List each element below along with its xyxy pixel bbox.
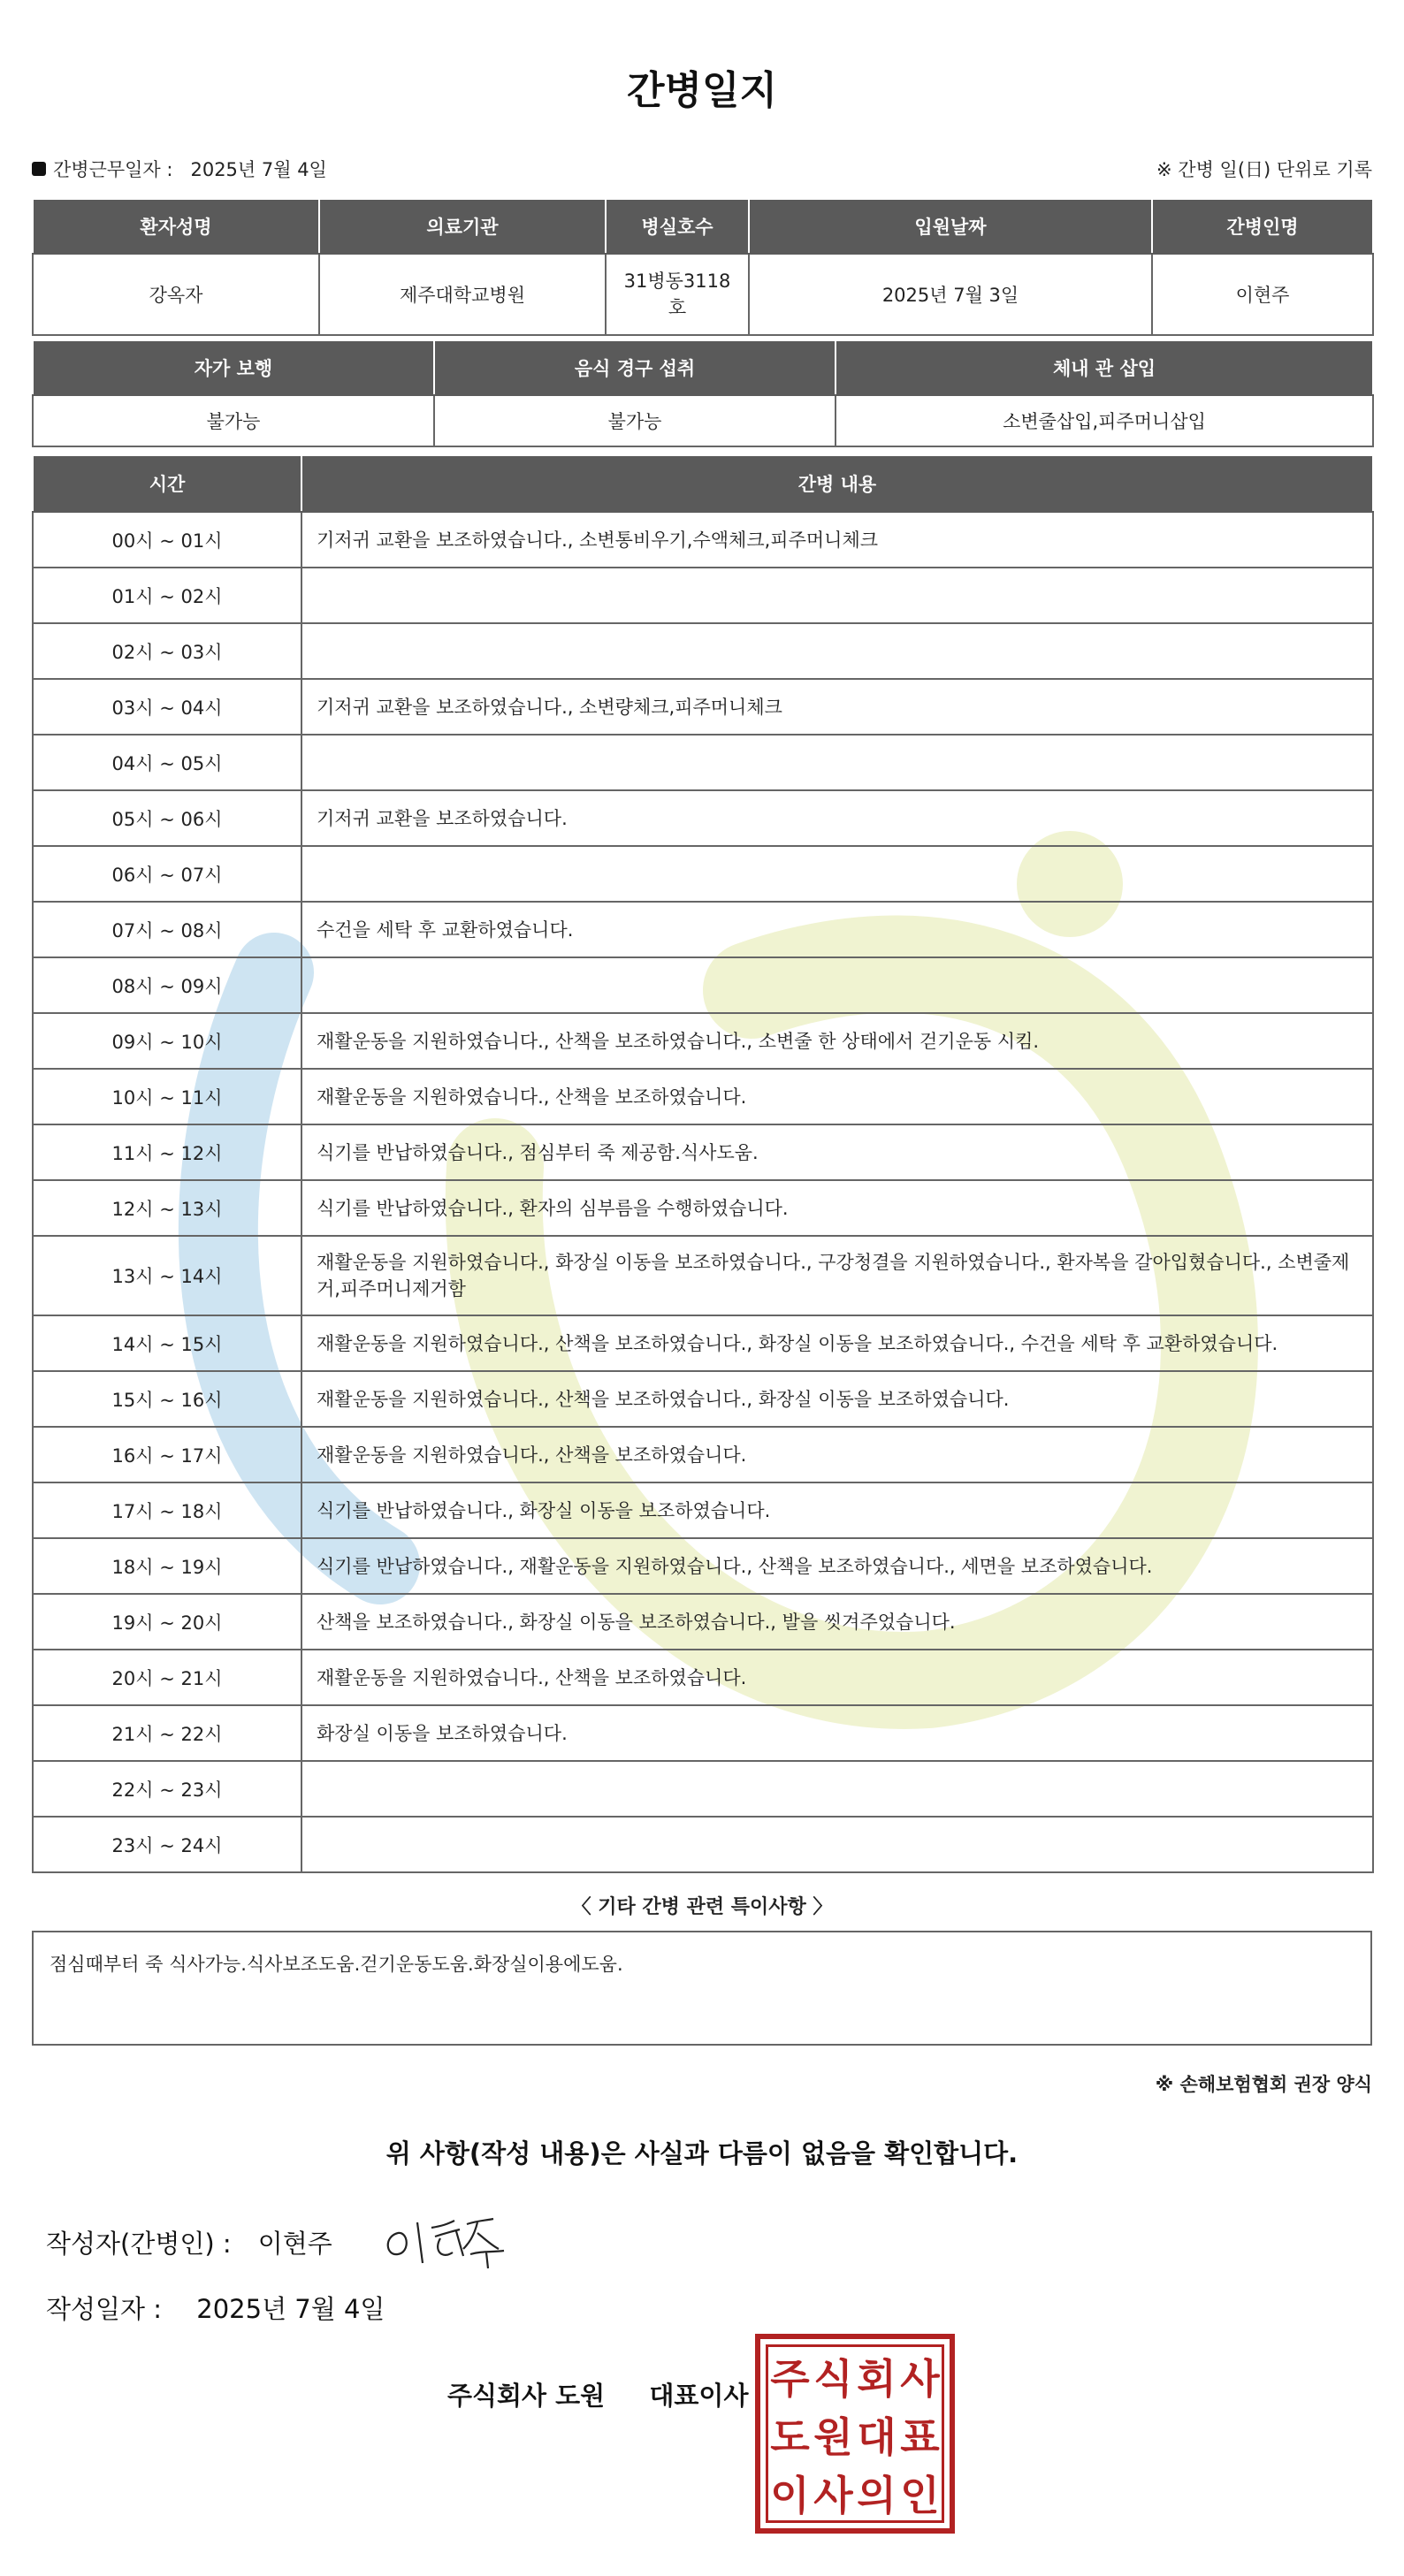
table-row (33, 679, 1373, 735)
care-content: 산책을 보조하였습니다., 화장실 이동을 보조하였습니다., 발을 씻겨주었습니다. (301, 1594, 1373, 1650)
time-slot: 13시 ~ 14시 (33, 1236, 301, 1315)
table-row (33, 1427, 1373, 1482)
table-row (33, 1013, 1373, 1069)
status-value-row (33, 395, 1373, 446)
seal-character: 주 (770, 2355, 810, 2403)
seal-character: 도 (770, 2413, 810, 2461)
table-row (33, 1482, 1373, 1538)
time-slot: 01시 ~ 02시 (33, 568, 301, 623)
seal-character: 원 (813, 2413, 853, 2461)
care-content: 식기를 반납하였습니다., 점심부터 죽 제공함.식사도움. (301, 1124, 1373, 1180)
time-slot: 19시 ~ 20시 (33, 1594, 301, 1650)
care-content (301, 568, 1373, 623)
writer-name: 이현주 (257, 2229, 332, 2259)
table-row (33, 1069, 1373, 1124)
care-content: 식기를 반납하였습니다., 화장실 이동을 보조하였습니다. (301, 1482, 1373, 1538)
signature-image (378, 2201, 520, 2272)
care-content: 재활운동을 지원하였습니다., 산책을 보조하였습니다., 소변줄 한 상태에서 걷기운동 시킴. (301, 1013, 1373, 1069)
table-row (33, 1315, 1373, 1371)
written-date-label: 작성일자 : (46, 2294, 163, 2324)
written-date-value: 2025년 7월 4일 (196, 2294, 385, 2324)
header-oral-intake: 음식 경구 섭취 (434, 340, 836, 395)
care-content: 식기를 반납하였습니다., 재활운동을 지원하였습니다., 산책을 보조하였습니다., 세면을 보조하였습니다. (301, 1538, 1373, 1594)
care-content: 식기를 반납하였습니다., 환자의 심부름을 수행하였습니다. (301, 1180, 1373, 1236)
care-content: 화장실 이동을 보조하였습니다. (301, 1705, 1373, 1761)
work-date-label: 간병근무일자 : (53, 159, 173, 180)
header-hospital: 의료기관 (319, 199, 606, 254)
header-tube-insertion: 체내 관 삽입 (836, 340, 1373, 395)
recommend-note: ※ 손해보험협회 권장 양식 (1155, 2074, 1372, 2095)
time-slot: 18시 ~ 19시 (33, 1538, 301, 1594)
care-content: 재활운동을 지원하였습니다., 화장실 이동을 보조하였습니다., 구강청결을 지원하였습니다., 환자복을 갈아입혔습니다., 소변줄제거,피주머니제거함 (301, 1236, 1373, 1315)
time-slot: 00시 ~ 01시 (33, 512, 301, 568)
table-row (33, 1817, 1373, 1872)
time-slot: 04시 ~ 05시 (33, 735, 301, 790)
header-patient-name: 환자성명 (33, 199, 319, 254)
patient-status-table (32, 339, 1374, 447)
table-row (33, 735, 1373, 790)
header-self-walking: 자가 보행 (33, 340, 434, 395)
oral-intake: 불가능 (434, 395, 836, 446)
confirmation-statement: 위 사항(작성 내용)은 사실과 다름이 없음을 확인합니다. (385, 2138, 1019, 2168)
record-note: ※ 간병 일(日) 단위로 기록 (1156, 159, 1372, 180)
time-slot: 21시 ~ 22시 (33, 1705, 301, 1761)
table-row (33, 1236, 1373, 1315)
self-walking: 불가능 (33, 395, 434, 446)
work-date (32, 156, 327, 182)
special-notes-title: 〈 기타 간병 관련 특이사항 〉 (571, 1896, 833, 1918)
header-time: 시간 (33, 455, 301, 512)
time-slot: 22시 ~ 23시 (33, 1761, 301, 1817)
time-slot: 02시 ~ 03시 (33, 623, 301, 679)
time-slot: 11시 ~ 12시 (33, 1124, 301, 1180)
time-slot: 07시 ~ 08시 (33, 902, 301, 957)
writer-line (46, 2224, 332, 2260)
table-row (33, 1124, 1373, 1180)
time-slot: 06시 ~ 07시 (33, 846, 301, 902)
care-content: 재활운동을 지원하였습니다., 산책을 보조하였습니다. (301, 1069, 1373, 1124)
seal-character: 의 (857, 2472, 897, 2519)
caregiver-name: 이현주 (1152, 254, 1373, 335)
seal-character: 식 (813, 2355, 853, 2403)
table-row (33, 1594, 1373, 1650)
work-date-value: 2025년 7월 4일 (190, 159, 327, 180)
table-row (33, 1538, 1373, 1594)
special-notes-box: 점심때부터 죽 식사가능.식사보조도움.걷기운동도움.화장실이용에도움. (32, 1931, 1372, 2046)
care-content: 기저귀 교환을 보조하였습니다., 소변통비우기,수액체크,피주머니체크 (301, 512, 1373, 568)
hospital: 제주대학교병원 (319, 254, 606, 335)
care-content (301, 735, 1373, 790)
care-content: 재활운동을 지원하였습니다., 산책을 보조하였습니다. (301, 1427, 1373, 1482)
time-slot: 08시 ~ 09시 (33, 957, 301, 1013)
care-log-body (33, 512, 1373, 1872)
care-content: 재활운동을 지원하였습니다., 산책을 보조하였습니다., 화장실 이동을 보조하였습니다., 수건을 세탁 후 교환하였습니다. (301, 1315, 1373, 1371)
seal-character: 인 (900, 2472, 940, 2519)
care-log-header-row (33, 455, 1373, 512)
tube-insertion: 소변줄삽입,피주머니삽입 (836, 395, 1373, 446)
top-info (32, 156, 1372, 182)
time-slot: 14시 ~ 15시 (33, 1315, 301, 1371)
seal-character: 사 (900, 2355, 940, 2403)
header-caregiver-name: 간병인명 (1152, 199, 1373, 254)
table-row (33, 957, 1373, 1013)
writer-label: 작성자(간병인) : (46, 2229, 232, 2259)
care-content (301, 1817, 1373, 1872)
seal-character: 대 (857, 2413, 897, 2461)
care-content: 수건을 세탁 후 교환하였습니다. (301, 902, 1373, 957)
care-content: 재활운동을 지원하였습니다., 산책을 보조하였습니다. (301, 1650, 1373, 1705)
time-slot: 12시 ~ 13시 (33, 1180, 301, 1236)
table-row (33, 1705, 1373, 1761)
time-slot: 10시 ~ 11시 (33, 1069, 301, 1124)
table-row (33, 790, 1373, 846)
time-slot: 05시 ~ 06시 (33, 790, 301, 846)
time-slot: 17시 ~ 18시 (33, 1482, 301, 1538)
table-row (33, 1650, 1373, 1705)
seal-character: 표 (900, 2413, 940, 2461)
time-slot: 09시 ~ 10시 (33, 1013, 301, 1069)
seal-character: 회 (857, 2355, 897, 2403)
table-row (33, 1761, 1373, 1817)
table-row (33, 846, 1373, 902)
time-slot: 20시 ~ 21시 (33, 1650, 301, 1705)
patient-name: 강옥자 (33, 254, 319, 335)
seal-characters (766, 2344, 944, 2523)
header-care-content: 간병 내용 (301, 455, 1373, 512)
table-row (33, 623, 1373, 679)
care-content (301, 1761, 1373, 1817)
patient-info-table (32, 198, 1374, 336)
company-name: 주식회사 도원 (447, 2381, 606, 2411)
admission-date: 2025년 7월 3일 (749, 254, 1152, 335)
seal-character: 이 (770, 2472, 810, 2519)
table-row (33, 512, 1373, 568)
time-slot: 03시 ~ 04시 (33, 679, 301, 735)
document-title: 간병일지 (626, 68, 777, 113)
header-room: 병실호수 (606, 199, 749, 254)
header-admission-date: 입원날짜 (749, 199, 1152, 254)
patient-header-row (33, 199, 1373, 254)
bullet-icon (32, 162, 46, 176)
care-content: 기저귀 교환을 보조하였습니다., 소변량체크,피주머니체크 (301, 679, 1373, 735)
seal-character: 사 (813, 2472, 853, 2519)
care-log-table (32, 454, 1374, 1873)
status-header-row (33, 340, 1373, 395)
care-content (301, 623, 1373, 679)
room-number: 31병동3118호 (606, 254, 749, 335)
time-slot: 23시 ~ 24시 (33, 1817, 301, 1872)
written-date-line (46, 2290, 385, 2326)
time-slot: 15시 ~ 16시 (33, 1371, 301, 1427)
table-row (33, 1371, 1373, 1427)
table-row (33, 902, 1373, 957)
table-row (33, 568, 1373, 623)
care-content: 기저귀 교환을 보조하였습니다. (301, 790, 1373, 846)
care-content (301, 957, 1373, 1013)
care-content (301, 846, 1373, 902)
company-title: 대표이사 (649, 2381, 749, 2411)
patient-value-row (33, 254, 1373, 335)
company-seal (755, 2334, 955, 2534)
time-slot: 16시 ~ 17시 (33, 1427, 301, 1482)
table-row (33, 1180, 1373, 1236)
care-content: 재활운동을 지원하였습니다., 산책을 보조하였습니다., 화장실 이동을 보조하였습니다. (301, 1371, 1373, 1427)
company-line (447, 2376, 748, 2412)
